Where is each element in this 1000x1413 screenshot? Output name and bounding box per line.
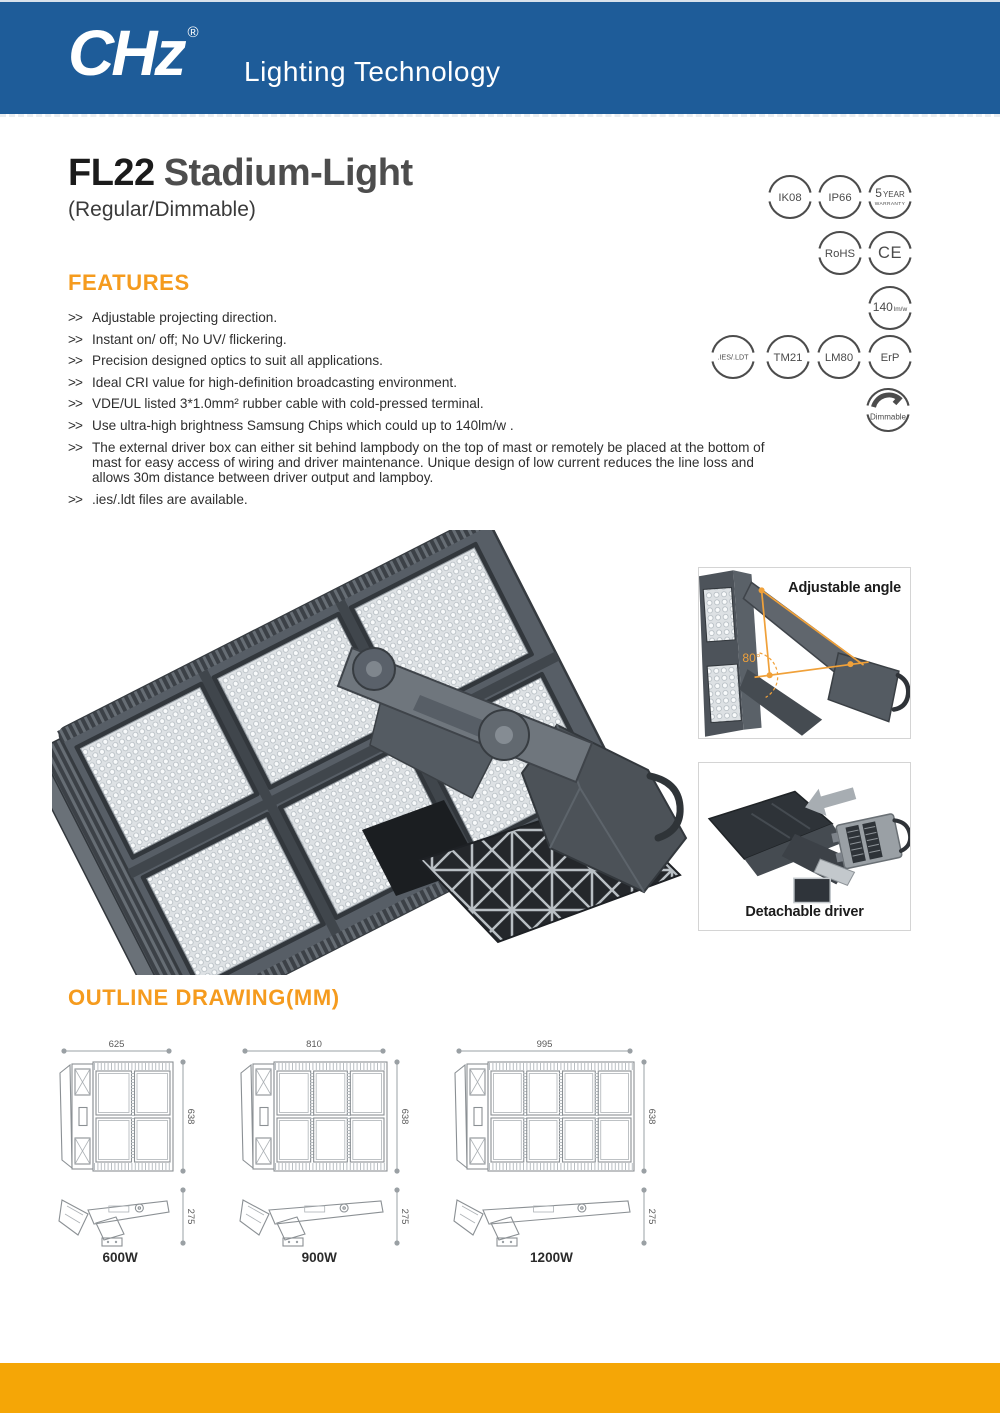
header-divider [0,114,1000,117]
feature-bullet: >> [68,374,82,390]
badge-5year [866,173,914,221]
dimmer-dial-icon [874,395,900,407]
dim-width-label: 810 [306,1039,322,1050]
dim-width-label: 625 [108,1039,125,1050]
feature-bullet: >> [68,417,82,433]
badge-ce [866,229,914,277]
brand-logo [68,16,199,90]
feature-text: The external driver box can either sit behind lampbody on the top of mast or remotely be placed at the bottom of mast for easy access of wiring and driver maintenance. Unique design of low current reduces the line loss and allows 30m distance between driver output and lampboy. [92,439,765,486]
svg-text:CE: CE [878,244,902,262]
adjustable-angle-panel [698,567,911,739]
badge-rohs [816,229,864,277]
svg-text:Dimmable: Dimmable [869,412,907,422]
dim-width-label: 995 [536,1039,553,1050]
adjustable-angle-label: Adjustable angle [788,580,901,596]
registered-mark-icon: ® [187,24,199,41]
outline-drawing-heading: OUTLINE DRAWING(MM) [68,985,340,1010]
svg-text:IK08: IK08 [778,192,802,204]
svg-text:140lm/w: 140lm/w [872,300,908,314]
feature-text: Instant on/ off; No UV/ flickering. [92,331,287,347]
feature-text: Ideal CRI value for high-definition broadcasting environment. [92,374,457,390]
features-list [68,310,774,514]
feature-bullet: >> [68,491,82,507]
badge-ik08 [766,173,814,221]
outline-drawing-900w [239,1038,411,1271]
feature-text: Adjustable projecting direction. [92,310,278,325]
svg-text:ErP: ErP [880,352,900,364]
svg-text:RoHS: RoHS [824,248,856,260]
badge-lm80 [815,333,863,381]
detachable-driver-label: Detachable driver [745,904,864,920]
detachable-driver-panel [698,762,911,931]
badge-erp [866,333,914,381]
svg-text:TM21: TM21 [773,352,803,364]
dim-height-label: 638 [646,1108,657,1125]
feature-bullet: >> [68,331,82,347]
feature-item [68,492,774,507]
dim-depth-label: 275 [185,1208,196,1225]
wattage-label: 600W [102,1250,138,1265]
page-title [68,152,413,195]
dim-depth-label: 275 [399,1208,410,1225]
svg-text:LM80: LM80 [824,352,854,364]
svg-text:.IES/.LDT: .IES/.LDT [717,352,749,362]
feature-item [68,353,774,368]
wattage-label: 900W [301,1250,337,1265]
badge-140lmw [866,284,914,332]
feature-item [68,440,774,486]
dim-depth-label: 275 [646,1208,657,1225]
angle-value: 80° [742,651,761,666]
feature-text: Use ultra-high brightness Samsung Chips which could up to 140lm/w . [92,417,514,433]
outline-drawing-1200w [453,1038,658,1271]
wattage-label: 1200W [530,1250,573,1265]
features-heading: FEATURES [68,270,190,295]
feature-item [68,375,774,390]
product-image [52,530,697,975]
svg-text:5YEAR: 5YEAR [875,186,905,200]
feature-item [68,310,774,325]
svg-text:WARRANTY: WARRANTY [874,202,906,207]
title-block [68,152,413,222]
feature-text: Precision designed optics to suit all applications. [92,353,383,369]
dim-height-label: 638 [399,1108,410,1125]
badge-dimmable [864,386,912,434]
feature-bullet: >> [68,310,82,325]
feature-text: VDE/UL listed 3*1.0mm² rubber cable with cold-pressed terminal. [92,396,484,412]
outline-drawings [58,1038,658,1271]
stadium-light-render [52,530,697,975]
logo-text: CHz [68,17,184,89]
model-code: FL22 [68,152,155,194]
feature-bullet: >> [68,439,82,455]
brand-tagline: Lighting Technology [244,56,501,87]
feature-item [68,396,774,411]
footer-bar [0,1363,1000,1413]
outline-drawing-600w [58,1038,197,1271]
svg-text:IP66: IP66 [828,192,852,204]
model-subtitle: (Regular/Dimmable) [68,198,256,221]
feature-bullet: >> [68,396,82,412]
feature-text: .ies/.ldt files are available. [92,491,248,507]
model-name: Stadium-Light [163,152,413,194]
header-bar [0,0,1000,114]
feature-item [68,418,774,433]
dim-height-label: 638 [185,1108,196,1125]
feature-bullet: >> [68,353,82,369]
feature-item [68,332,774,347]
badge-ip66 [816,173,864,221]
